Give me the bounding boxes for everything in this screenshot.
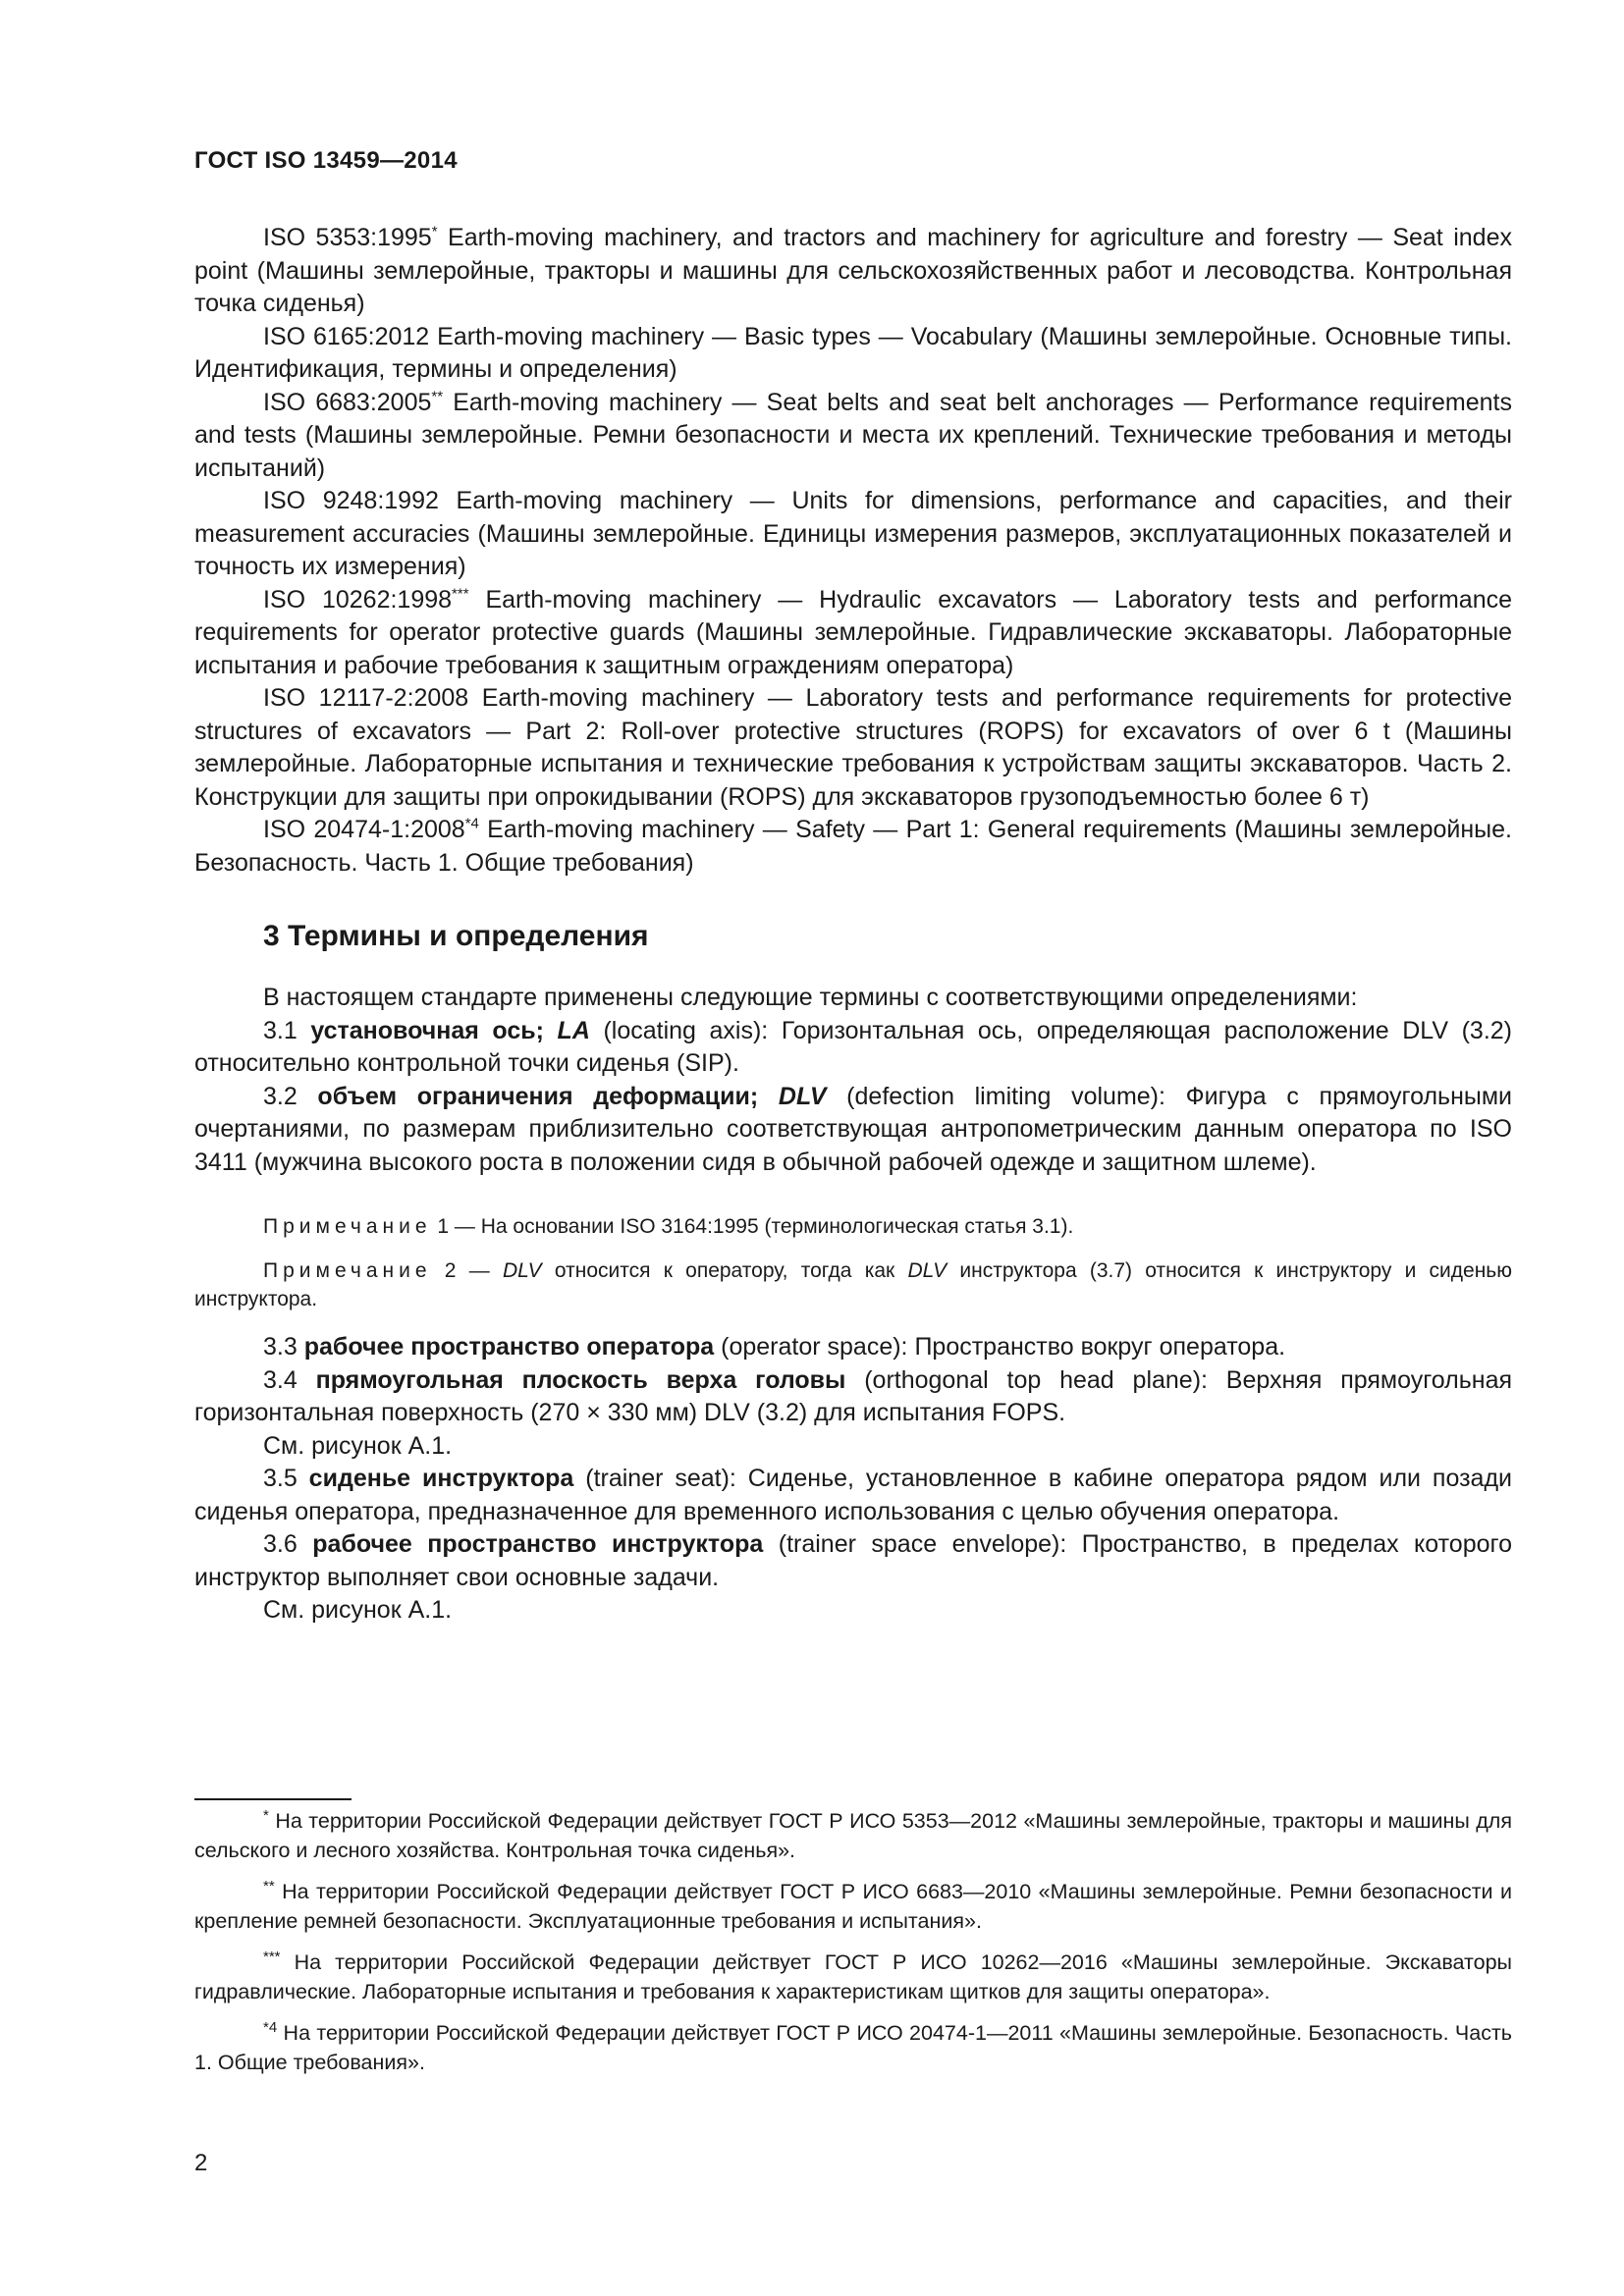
figure-reference[interactable]: См. рисунок А.1. — [263, 1596, 453, 1624]
footnote: $^{*4}$ На территории Российской Федерации действует ГОСТ Р ИСО 20474-1—2011 «Машины землеройные. Безопасность. Часть 1. Общие требования». — [194, 2018, 1512, 2074]
running-header: ГОСТ ISO 13459—2014 — [194, 147, 458, 174]
footnote-ref[interactable]: ** — [431, 388, 444, 405]
term-3-1: 3.1 установочная ось; LA (locating axis): Горизонтальная ось, определяющая расположение DLV (3.2) относительно контрольной точки сиденья (SIP). — [194, 1016, 1512, 1077]
footnote-ref[interactable]: *** — [452, 585, 469, 603]
reference-item: ISO 6165:2012 Earth-moving machinery — Basic types — Vocabulary (Машины землеройные. Основные типы. Идентификация, термины и определения) — [194, 322, 1512, 383]
section-intro: В настоящем стандарте применены следующие термины с соответствующими определениями: — [263, 984, 1358, 1011]
reference-item: ISO 6683:2005** Earth-moving machinery — Seat belts and seat belt anchorages — Performance requirements and tests (Машины землеройные. Ремни безопасности и места их креплений. Технические требования и методы испытаний) — [194, 388, 1512, 482]
footnote-ref[interactable]: *4 — [464, 815, 479, 832]
footnote: * На территории Российской Федерации действует ГОСТ Р ИСО 5353—2012 «Машины землеройные, тракторы и машины для сельского и лесного хозяйства. Контрольная точка сиденья». — [194, 1806, 1512, 1862]
page-number: 2 — [194, 2150, 208, 2176]
reference-item: ISO 20474-1:2008$^{*4}$ Earth-moving machinery — Safety — Part 1: General requirements (Машины землеройные. Безопасность. Часть 1. Общие требования) — [194, 815, 1512, 877]
figure-reference[interactable]: См. рисунок А.1. — [263, 1431, 453, 1460]
footnote-separator — [194, 1798, 352, 1800]
term-3-4: 3.4 прямоугольная плоскость верха головы (orthogonal top head plane): Верхняя прямоугольная горизонтальная поверхность (270 × 330 мм) DLV (3.2) для испытания FOPS. — [194, 1365, 1513, 1426]
note-2: Примечание 2 — DLV относится к оператору, тогда как DLV инструктора (3.7) относится к инструктору и сиденью инструктора. — [194, 1259, 1512, 1310]
reference-item: ISO 10262:1998*** Earth-moving machinery — Hydraulic excavators — Laboratory tests and performance requirements for operator protective guards (Машины землеройные. Гидравлические экскаваторы. Лабораторные испытания и рабочие требования к защитным ограждениям оператора) — [194, 585, 1512, 679]
reference-item: ISO 9248:1992 Earth-moving machinery — Units for dimensions, performance and capacities, and their measurement accuracies (Машины землеройные. Единицы измерения размеров, эксплуатационных показателей и точность их измерения) — [194, 487, 1512, 580]
section-heading: 3 Термины и определения — [263, 920, 649, 952]
reference-item: ISO 12117-2:2008 Earth-moving machinery — Laboratory tests and performance requirements for protective structures of excavators — Part 2: Roll-over protective structures (ROPS) for excavators of over 6 t (Машины землеройные. Лабораторные испытания и технические требования к устройствам защиты экскаваторов. Часть 2. Конструкции для защиты при опрокидывании (ROPS) для экскаваторов грузоподъемностью более 6 т) — [194, 684, 1512, 811]
term-3-5: 3.5 сиденье инструктора (trainer seat): Сиденье, установленное в кабине оператора рядом или позади сиденья оператора, предназначенное для временного использования с целью обучения оператора. — [194, 1465, 1513, 1525]
footnote: ** На территории Российской Федерации действует ГОСТ Р ИСО 6683—2010 «Машины землеройные. Ремни безопасности и крепление ремней безопасности. Эксплуатационные требования и испытания». — [194, 1877, 1512, 1933]
reference-item: ISO 5353:1995* Earth-moving machinery, and tractors and machinery for agriculture and forestry — Seat index point (Машины землеройные, тракторы и машины для сельскохозяйственных работ и лесоводства. Контрольная точка сиденья) — [194, 223, 1512, 317]
footnote: *** На территории Российской Федерации действует ГОСТ Р ИСО 10262—2016 «Машины землеройные. Экскаваторы гидравлические. Лабораторные испытания и требования к характеристикам щитков для защиты оператора». — [194, 1948, 1512, 2003]
footnote-ref[interactable]: * — [431, 223, 438, 240]
footnotes — [194, 1798, 1512, 2089]
main-text — [194, 222, 1512, 1628]
term-3-2: 3.2 объем ограничения деформации; DLV (defection limiting volume): Фигура с прямоугольными очертаниями, по размерам приблизительно соответствующая антропометрическим данным оператора по ISO 3411 (мужчина высокого роста в положении сидя в обычной рабочей одежде и защитном шлеме). — [194, 1082, 1512, 1176]
note-1: Примечание 1 — На основании ISO 3164:1995 (терминологическая статья 3.1). — [263, 1215, 1074, 1238]
term-3-3: 3.3 рабочее пространство оператора (operator space): Пространство вокруг оператора. — [263, 1333, 1286, 1361]
term-3-6: 3.6 рабочее пространство инструктора (trainer space envelope): Пространство, в пределах которого инструктор выполняет свои основные задачи. — [194, 1530, 1512, 1591]
